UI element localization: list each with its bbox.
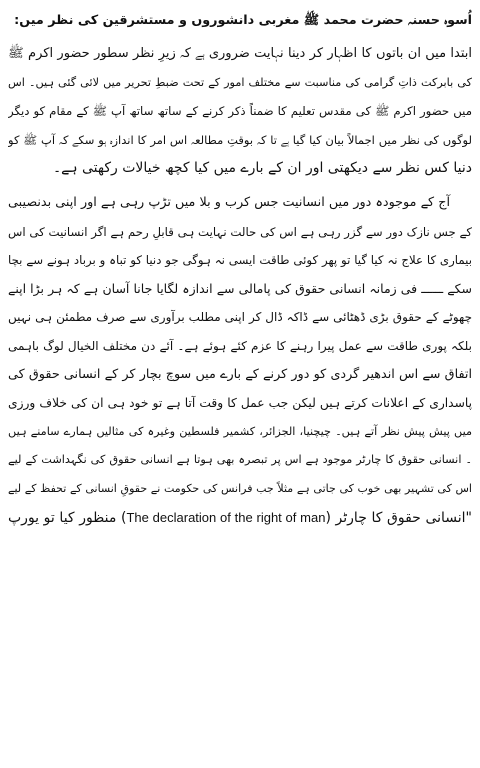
text-line: میں پیش پیش نظر آتے ہیں۔ چیچنیا، الجزائر، کشمیر فلسطین وغیرہ کی مثالیں ہمارے سامنے ہیں <box>8 424 472 438</box>
text-line: آج کے موجودہ دور میں انسانیت جس کرب و بلا میں تڑپ رہی ہے اور اپنی بدنصیبی <box>8 194 450 210</box>
text-line: سکے ــــــ فی زمانہ انسانی حقوق کی پامالی سے اندازہ لگایا جانا آسان ہے کہ ہر بڑا اپنے <box>8 280 472 296</box>
text-line: بلکہ پوری طاقت سے عمل پیرا رہنے کا عزم کئے ہوئے ہے۔ آئے دن مختلف الخیال لوگ باہمی <box>8 338 472 353</box>
text-line: بیماری کا علاج نہ کیا گیا تو پھر کوئی طاقت ایسی نہ ہوگی جو دنیا کو تباہ و برباد ہونے سے بچا <box>8 253 472 268</box>
text-line: ابتدا میں ان باتوں کا اظہار کر دینا نہایت ضروری ہے کہ زیرِ نظر سطور حضور اکرم ﷺ <box>8 46 472 61</box>
text-line: دنیا کس نظر سے دیکھتی اور ان کے بارے میں کیا کچھ خیالات رکھتی ہے۔ <box>52 160 472 177</box>
english-phrase: The declaration of the right of man <box>126 509 326 525</box>
text-line: کی بابرکت ذاتِ گرامی کی مناسبت سے مختلف امور کے تحت ضبطِ تحریر میں لائی گئی ہیں۔ اس <box>8 75 472 89</box>
text-line: میں حضور اکرم ﷺ کی مقدس تعلیم کا ضمناً ذکر کرنے کے ساتھ ساتھ آپ ﷺ کے مقام کو دیگر <box>8 104 472 119</box>
text-line-after: ) منظور کیا تو یورپ <box>8 509 127 526</box>
text-line: اتفاق سے اس اندھیر گردی کو دور کرنے کے بارے میں سوچ بچار کر کے انسانی حقوق کی <box>8 366 472 382</box>
text-line-last <box>8 504 472 533</box>
text-line-before: "انسانی حقوق کا چارٹر ( <box>325 509 472 526</box>
text-line: ۔ انسانی حقوق کا چارٹر موجود ہے اس پر تبصرہ بھی ہوتا ہے انسانی حقوق کی نگہداشت کے لیے <box>8 453 472 467</box>
text-line: پاسداری کے اعلانات کرتے ہیں لیکن جب عمل کا وقت آتا ہے تو خود ہی ان کی خلاف ورزی <box>8 396 472 411</box>
text-line: کے جس نازک دور سے گزر رہی ہے اس کی حالت نہایت ہی قابلِ رحم ہے اگر انسانیت کی اس <box>8 224 472 239</box>
text-line: اس کی تشہیر بھی خوب کی جاتی ہے مثلاً جب فرانس کی حکومت نے حقوقِ انسانی کے تحفظ کے لیے <box>8 481 472 495</box>
paragraph-human-rights <box>8 189 472 532</box>
text-line: چھوٹے کے حقوق بڑی ڈھٹائی سے ڈاکہ ڈال کر اپنی مطلب برآوری سے صرف مطمئن ہی نہیں <box>8 310 472 325</box>
paragraph-intro <box>8 40 472 183</box>
text-line: لوگوں کی نظر میں اجمالاً بیان کیا گیا ہے تا کہ بوقتِ مطالعہ اس امر کا اندازہ ہو سکے کہ آپ ﷺ کو <box>8 132 472 147</box>
section-heading: اُسوہ حسنہ حضرت محمد ﷺ مغربی دانشوروں و مستشرقین کی نظر میں: <box>14 13 472 28</box>
